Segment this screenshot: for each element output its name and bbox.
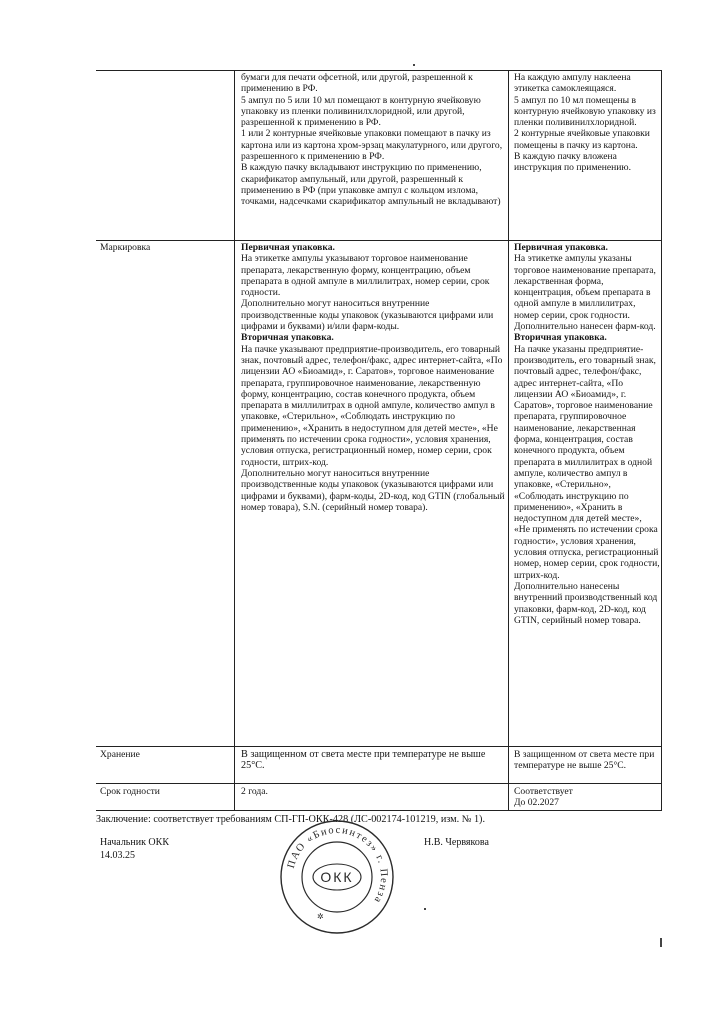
scan-speck	[660, 938, 662, 947]
col-divider-1	[234, 70, 235, 811]
row2-result-text-secondary: На пачке указаны предприятие-производитель, его товарный знак, почтовый адрес, телефон/факс, адрес интернет-сайта, «По лицензии АО «Биоамид», г. Саратов», торговое наименование препарата, группировочное наименование, лекарственная форма, концентрация, состав конечного продукта, объем препарата в миллилитрах в одной ампуле, количество ампул в упаковке, «Стерильно», «Соблюдать инструкцию по применению», «Хранить в недоступном для детей месте», «Не применять по истечении срока годности», условия хранения, условия отпуска, регистрационный номер, номер серии, срок годности, штрих-код. Дополнительно нанесены внутренний производственный код упаковки, фарм-код, 2D-код, код GTIN, серийный номер товара.	[514, 343, 660, 626]
table-border-right	[661, 70, 662, 811]
row-divider-3	[96, 783, 662, 784]
row4-result-text: Соответствует До 02.2027	[514, 786, 573, 809]
row-divider-1	[96, 240, 662, 241]
row2-result-heading-primary: Первичная упаковка.	[514, 242, 608, 253]
stamp-center-text: ОКК	[320, 869, 354, 885]
okk-stamp	[278, 818, 396, 936]
signature-position: Начальник ОКК	[100, 837, 169, 848]
row2-spec-heading-primary: Первичная упаковка.	[241, 242, 335, 253]
row2-label: Маркировка	[100, 242, 151, 253]
row1-result-text: На каждую ампулу наклеена этикетка самоклеящаяся. 5 ампул по 10 мл помещены в контурную ячейковую упаковку из пленки поливинилхлоридной. 2 контурные ячейковые упаковки помещены в пачку из картона. В каждую пачку вложена инструкция по применению.	[514, 72, 656, 174]
conclusion-text: Заключение: соответствует требованиям СП-ГП-ОКК-428 (ЛС-002174-101219, изм. № 1).	[96, 814, 485, 825]
row3-result-text: В защищенном от света месте при температуре не выше 25°С.	[514, 749, 655, 772]
table-border-top	[96, 70, 662, 71]
row-divider-2	[96, 746, 662, 747]
row3-label: Хранение	[100, 749, 140, 760]
row2-result-heading-secondary: Вторичная упаковка.	[514, 332, 607, 344]
signature-name: Н.В. Червякова	[424, 837, 489, 848]
scan-speck	[424, 908, 426, 910]
row2-result-cell	[514, 242, 660, 626]
table-border-bottom	[96, 810, 662, 811]
scan-speck	[413, 64, 415, 66]
row2-spec-heading-secondary: Вторичная упаковка.	[241, 332, 334, 344]
row2-spec-cell	[241, 242, 505, 513]
stamp-ring-text: ПАО «Биосинтез» г. Пенза	[285, 824, 390, 906]
row1-spec-text: бумаги для печати офсетной, или другой, разрешенной к применению в РФ. 5 ампул по 5 или 10 мл помещают в контурную ячейковую упаковку из пленки поливинилхлоридной, или другой, разрешенной к применению в РФ. 1 или 2 контурные ячейковые упаковки помещают в пачку из картона или из картона хром-эрзац макулатурного, или другого, разрешенного к применению в РФ. В каждую пачку вкладывают инструкцию по применению, скарификатор ампульный, или другой, разрешенный к применению в РФ (при упаковке ампул с кольцом излома, точками, надсечками скарификатор ампульный не вкладывают)	[241, 72, 503, 208]
signature-date: 14.03.25	[100, 850, 135, 861]
row3-spec-text: В защищенном от света месте при температуре не выше 25°С.	[241, 749, 486, 772]
row4-label: Срок годности	[100, 786, 160, 797]
stamp-star-icon: ✲	[317, 912, 324, 921]
row2-spec-text-secondary: На пачке указывают предприятие-производитель, его товарный знак, почтовый адрес, телефон/факс, адрес интернет-сайта, «По лицензии АО «Биоамид», г. Саратов», торговое наименование препарата, группировочное наименование, лекарственную форму, концентрацию, состав конечного продукта, объем препарата в миллилитрах в одной ампуле, количество ампул в упаковке, «Стерильно», «Соблюдать инструкцию по применению», «Хранить в недоступном для детей месте», «Не применять по истечении срока годности», условия хранения, условия отпуска, регистрационный номер, номер серии, срок годности, штрих-код. Дополнительно могут наноситься внутренние производственные коды упаковок (указываются цифрами или цифрами и буквами), фарм-коды, 2D-код, код GTIN (глобальный номер товара), S.N. (серийный номер товара).	[241, 343, 505, 513]
row2-spec-text-primary: На этикетке ампулы указывают торговое наименование препарата, лекарственную форму, концентрацию, объем препарата в одной ампуле в миллилитрах, номер серии, срок годности. Дополнительно могут наноситься внутренние производственные коды упаковок (указываются цифрами или цифрами и буквами) и/или фарм-коды.	[241, 253, 494, 333]
row4-spec-text: 2 года.	[241, 786, 268, 797]
row2-result-text-primary: На этикетке ампулы указаны торговое наименование препарата, лекарственная форма, концентрация, объем препарата в одной ампуле в миллилитрах, номер серии, срок годности. Дополнительно нанесен фарм-код.	[514, 253, 656, 333]
col-divider-2	[508, 70, 509, 811]
